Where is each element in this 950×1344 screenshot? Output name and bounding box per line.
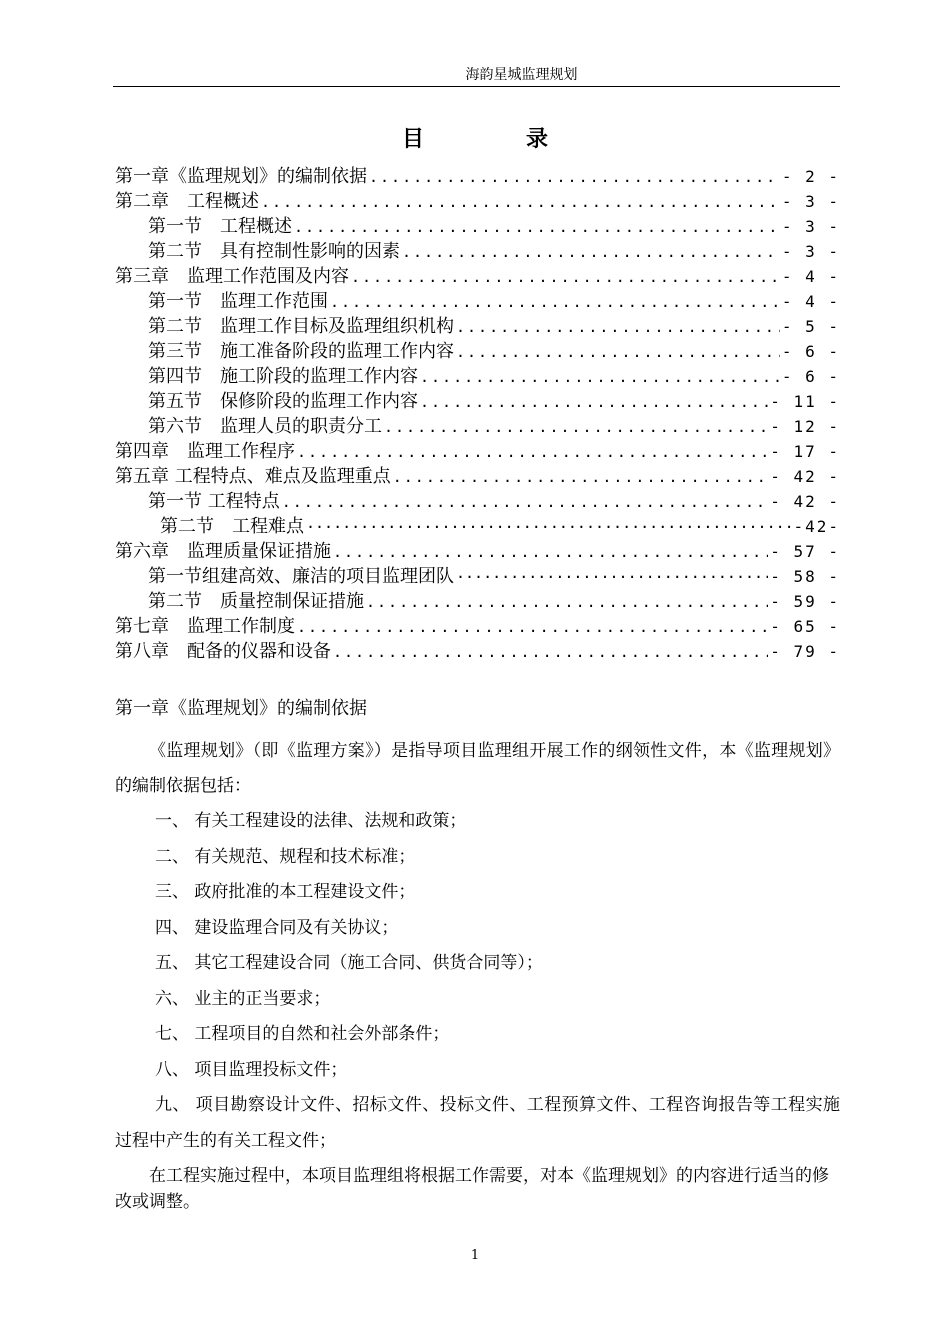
toc-entry[interactable] [115,514,840,539]
toc-entry-page: - 6 - [781,342,840,361]
toc-entry-separator [169,539,187,564]
toc-leader-dots [282,490,768,514]
toc-entry-number: 第二节 [148,241,202,262]
toc-entry[interactable] [115,614,840,639]
toc-entry-page: - 17 - [770,442,840,461]
toc-entry-page: - 2 - [781,167,840,186]
toc-entry-separator [169,439,187,464]
toc-entry-separator [214,514,232,539]
basis-item-long: 九、 项目勘察设计文件、招标文件、投标文件、工程预算文件、工程咨询报告等工程实施过程中产生的有关工程文件； [115,1095,840,1151]
toc-entry-number: 第六节 [148,416,202,437]
toc-entry-page: - 3 - [781,217,840,236]
toc-entry-title: 工程特点 [207,491,280,512]
table-of-contents [115,164,840,664]
toc-entry-title: 工程概述 [187,191,259,212]
toc-entry[interactable] [115,589,840,614]
toc-entry-title: 工程特点、难点及监理重点 [174,466,391,487]
basis-item: 二、 有关规范、规程和技术标准； [155,846,416,867]
toc-entry-page: - 4 - [781,267,840,286]
toc-leader-dots [261,190,780,214]
toc-entry-number: 第四章 [115,441,169,462]
toc-entry-page: - 59 - [770,592,840,611]
toc-leader-dots [456,315,780,339]
toc-entry-title: 施工阶段的监理工作内容 [220,366,418,387]
toc-leader-dots [393,465,768,489]
toc-entry-separator [202,339,220,364]
basis-item: 三、 政府批准的本工程建设文件； [155,882,416,902]
toc-entry[interactable] [115,464,840,489]
toc-leader-dots [420,365,780,389]
toc-entry-number: 第六章 [115,541,169,562]
toc-entry-title: 组建高效、廉洁的项目监理团队 [202,566,454,587]
toc-entry-page: -42- [793,517,840,536]
toc-entry[interactable] [115,564,840,589]
toc-entry-number: 第一节 [148,216,202,237]
toc-entry-title: 监理人员的职责分工 [220,416,382,437]
toc-leader-dots [369,165,780,189]
toc-entry-number: 第三节 [148,341,202,362]
toc-entry[interactable] [115,289,840,314]
toc-entry-number: 第一节 [148,566,202,587]
toc-leader-dots [297,440,768,464]
toc-entry-title: 监理工作程序 [187,441,295,462]
toc-entry-page: - 79 - [770,642,840,661]
toc-entry-title: 监理工作范围 [220,291,328,312]
toc-entry-separator [169,614,187,639]
toc-entry-page: - 4 - [781,292,840,311]
toc-entry-number: 第八章 [115,641,169,662]
toc-leader-dots [420,390,768,414]
toc-entry[interactable] [115,214,840,239]
toc-entry-separator [202,314,220,339]
toc-entry-page: - 3 - [781,242,840,261]
basis-item: 一、 有关工程建设的法律、法规和政策； [155,811,467,831]
basis-item: 七、 工程项目的自然和社会外部条件； [155,1024,450,1044]
toc-entry[interactable] [115,239,840,264]
toc-leader-dots [456,340,780,364]
toc-entry[interactable] [115,639,840,664]
toc-leader-dots [366,590,768,614]
intro-paragraph: 《监理规划》（即《监理方案》）是指导项目监理组开展工作的纲领性文件，本《监理规划》的编制依据包括： [115,741,840,796]
toc-entry-separator [202,414,220,439]
toc-entry-title: 监理工作目标及监理组织机构 [220,316,454,337]
toc-entry-title: 保修阶段的监理工作内容 [220,391,418,412]
toc-entry[interactable] [115,364,840,389]
toc-entry-title: 质量控制保证措施 [220,591,364,612]
toc-leader-dots [384,415,768,439]
toc-entry-number: 第二节 [148,591,202,612]
toc-entry-page: - 5 - [781,317,840,336]
toc-entry-page: - 11 - [770,392,840,411]
toc-entry-title: 《监理规划》的编制依据 [169,166,367,187]
basis-list [115,804,840,1088]
toc-entry-page: - 6 - [781,367,840,386]
toc-entry-number: 第二节 [160,516,214,537]
toc-entry-separator [202,214,220,239]
toc-leader-dots [294,215,780,239]
toc-entry-number: 第三章 [115,266,169,287]
toc-entry-title: 工程概述 [220,216,292,237]
toc-entry-page: - 3 - [781,192,840,211]
toc-entry[interactable] [115,489,840,514]
toc-entry-title: 配备的仪器和设备 [187,641,331,662]
toc-entry-number: 第五节 [148,391,202,412]
toc-entry-page: - 42 - [770,492,840,511]
basis-item: 六、 业主的正当要求； [155,988,331,1009]
page-header [113,64,840,87]
basis-item: 四、 建设监理合同及有关协议； [155,917,399,938]
toc-title: 目 录 [401,126,588,152]
toc-entry-page: - 42 - [770,467,840,486]
section-heading: 第一章《监理规划》的编制依据 [115,698,367,719]
toc-entry-number: 第二节 [148,316,202,337]
toc-entry-separator [202,589,220,614]
toc-entry-separator [202,289,220,314]
toc-entry[interactable] [115,314,840,339]
toc-leader-dots [297,615,768,639]
header-title: 海韵星城监理规划 [465,67,578,83]
toc-entry-separator [169,639,187,664]
toc-entry-title: 工程难点 [232,516,304,537]
toc-entry-number: 第七章 [115,616,169,637]
toc-entry[interactable] [115,389,840,414]
toc-leader-dots [330,290,780,314]
page-number: 1 [470,1248,480,1263]
closing-paragraph: 在工程实施过程中，本项目监理组将根据工作需要，对本《监理规划》的内容进行适当的修改或调整。 [115,1166,829,1212]
toc-leader-dots [456,565,768,589]
toc-entry-number: 第五章 [115,466,169,487]
toc-leader-dots [333,640,768,664]
toc-leader-dots [333,540,768,564]
basis-item: 五、 其它工程建设合同（施工合同、供货合同等）； [155,953,543,973]
toc-leader-dots [402,240,780,264]
toc-entry-number: 第一节 [148,491,202,512]
basis-item: 八、 项目监理投标文件； [155,1059,348,1080]
toc-entry-page: - 65 - [770,617,840,636]
toc-entry-number: 第一章 [115,166,169,187]
section-body [115,694,840,1215]
toc-entry[interactable] [115,439,840,464]
toc-entry-separator [202,364,220,389]
toc-entry[interactable] [115,414,840,439]
toc-entry-page: - 57 - [770,542,840,561]
toc-entry-page: - 58 - [770,567,840,586]
toc-entry-number: 第四节 [148,366,202,387]
toc-entry[interactable] [115,164,840,189]
toc-entry-number: 第二章 [115,191,169,212]
toc-entry-title: 施工准备阶段的监理工作内容 [220,341,454,362]
toc-entry[interactable] [115,264,840,289]
toc-entry-number: 第一节 [148,291,202,312]
toc-entry-title: 监理工作范围及内容 [187,266,349,287]
toc-entry[interactable] [115,339,840,364]
toc-entry-title: 监理质量保证措施 [187,541,331,562]
toc-entry-separator [169,189,187,214]
toc-entry-title: 监理工作制度 [187,616,295,637]
toc-leader-dots [306,515,791,539]
toc-entry-page: - 12 - [770,417,840,436]
toc-entry[interactable] [115,189,840,214]
toc-entry-separator [169,264,187,289]
toc-entry-separator [202,389,220,414]
toc-leader-dots [351,265,780,289]
toc-entry-title: 具有控制性影响的因素 [220,241,400,262]
toc-entry[interactable] [115,539,840,564]
toc-entry-separator [202,239,220,264]
